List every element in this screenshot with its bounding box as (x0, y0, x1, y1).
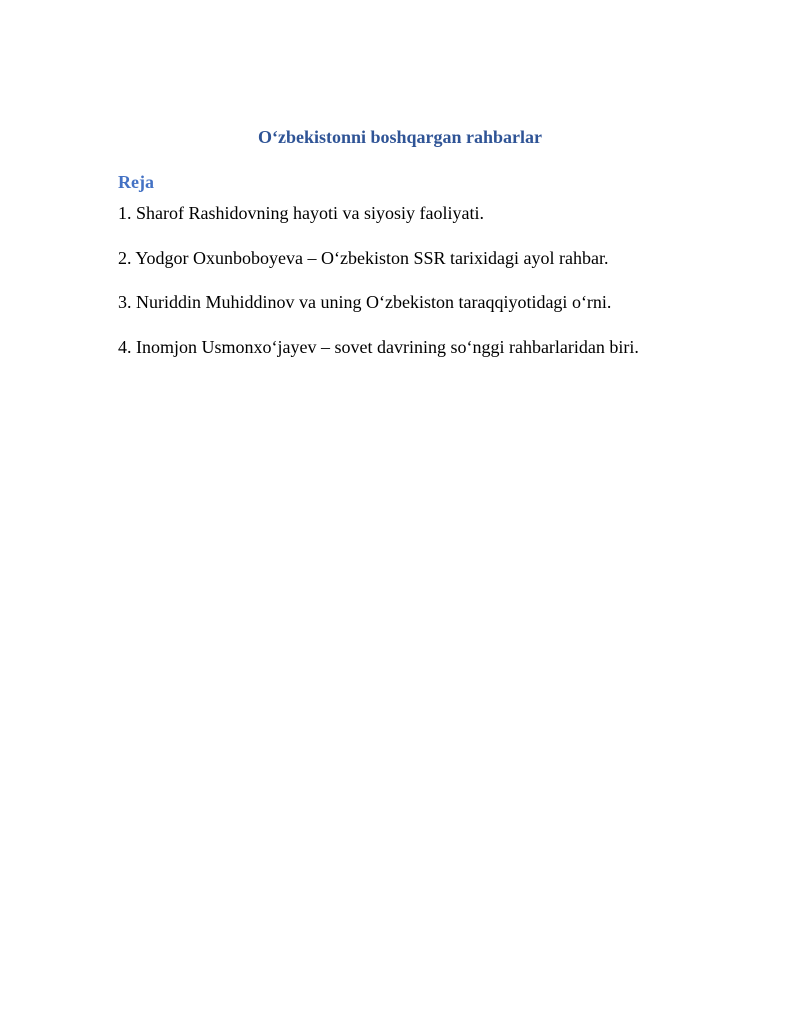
document-title: O‘zbekistonni boshqargan rahbarlar (257, 127, 543, 147)
plan-item-3: 3. Nuriddin Muhiddinov va uning O‘zbekiston taraqqiyotidagi o‘rni. (118, 292, 612, 312)
plan-heading: Reja (118, 172, 154, 192)
plan-item-1: 1. Sharof Rashidovning hayoti va siyosiy faoliyati. (118, 203, 484, 223)
plan-item-4: 4. Inomjon Usmonxo‘jayev – sovet davrining so‘nggi rahbarlaridan biri. (118, 336, 639, 357)
plan-item-2: 2. Yodgor Oxunboboyeva – O‘zbekiston SSR tarixidagi ayol rahbar. (118, 247, 609, 268)
plan-list (118, 201, 738, 379)
